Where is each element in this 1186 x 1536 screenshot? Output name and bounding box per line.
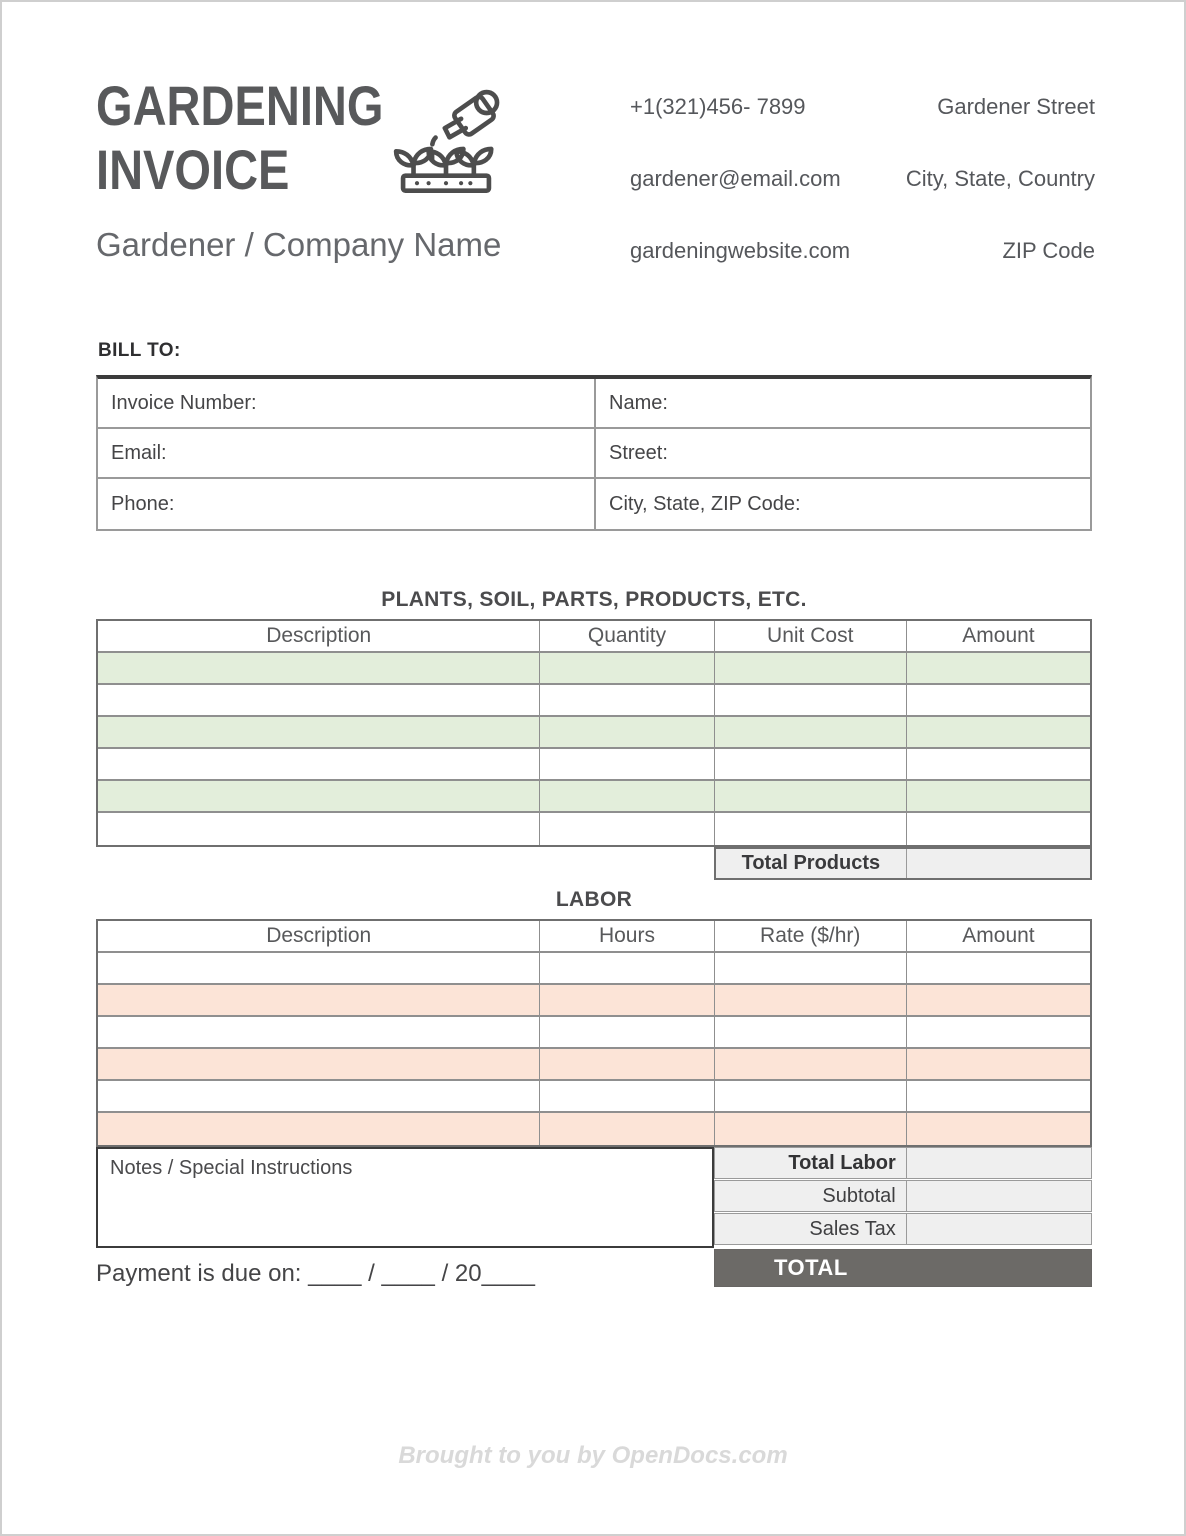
empty-cell[interactable]	[540, 1081, 714, 1113]
labor-table	[96, 919, 1092, 1147]
total-products-value[interactable]	[907, 849, 1090, 878]
email-address: gardener@email.com	[630, 166, 841, 191]
bill-to-table	[96, 375, 1092, 531]
empty-cell[interactable]	[715, 1017, 907, 1049]
city-state-zip-field[interactable]: City, State, ZIP Code:	[594, 479, 1090, 529]
empty-cell[interactable]	[98, 1017, 540, 1049]
sales-tax-value[interactable]	[907, 1214, 1091, 1244]
watering-can-plants-icon	[388, 84, 504, 200]
empty-cell[interactable]	[540, 953, 714, 985]
empty-cell[interactable]	[907, 1049, 1090, 1081]
empty-cell[interactable]	[715, 685, 907, 717]
total-products-row	[714, 847, 1092, 880]
empty-cell[interactable]	[540, 1113, 714, 1145]
empty-cell[interactable]	[907, 1017, 1090, 1049]
empty-cell[interactable]	[715, 1113, 907, 1145]
empty-cell[interactable]	[907, 685, 1090, 717]
email-field[interactable]: Email:	[98, 429, 594, 479]
invoice-number-field[interactable]: Invoice Number:	[98, 379, 594, 429]
summary-stack	[714, 1147, 1092, 1245]
empty-cell[interactable]	[907, 1081, 1090, 1113]
empty-cell[interactable]	[98, 985, 540, 1017]
subtotal-row	[714, 1180, 1092, 1212]
city-state-country-placeholder: City, State, Country	[905, 166, 1095, 191]
grand-total-row	[714, 1249, 1092, 1287]
labor-col-amount: Amount	[907, 921, 1090, 953]
zip-code-placeholder: ZIP Code	[1002, 238, 1095, 263]
empty-cell[interactable]	[907, 749, 1090, 781]
total-products-label: Total Products	[716, 849, 907, 878]
empty-cell[interactable]	[540, 1049, 714, 1081]
empty-cell[interactable]	[715, 749, 907, 781]
title-line-1: GARDENING	[96, 74, 384, 137]
total-labor-value[interactable]	[907, 1148, 1091, 1178]
empty-cell[interactable]	[907, 653, 1090, 685]
footer-credit: Brought to you by OpenDocs.com	[398, 1442, 788, 1469]
bill-to-heading: BILL TO:	[98, 340, 181, 361]
total-labor-label: Total Labor	[715, 1148, 907, 1178]
labor-col-rate: Rate ($/hr)	[715, 921, 907, 953]
company-name-placeholder: Gardener / Company Name	[96, 226, 502, 263]
empty-cell[interactable]	[98, 685, 540, 717]
sales-tax-row	[714, 1213, 1092, 1245]
empty-cell[interactable]	[715, 953, 907, 985]
empty-cell[interactable]	[907, 1113, 1090, 1145]
empty-cell[interactable]	[715, 653, 907, 685]
empty-cell[interactable]	[540, 781, 714, 813]
labor-col-hours: Hours	[540, 921, 714, 953]
products-col-quantity: Quantity	[540, 621, 714, 653]
products-col-unit-cost: Unit Cost	[715, 621, 907, 653]
products-section-title: PLANTS, SOIL, PARTS, PRODUCTS, ETC.	[381, 588, 807, 611]
empty-cell[interactable]	[98, 653, 540, 685]
total-labor-row	[714, 1147, 1092, 1179]
contact-info-left	[630, 94, 850, 263]
sales-tax-label: Sales Tax	[715, 1214, 907, 1244]
payment-due-text: Payment is due on: ____ / ____ / 20____	[96, 1260, 535, 1287]
phone-field[interactable]: Phone:	[111, 492, 175, 515]
empty-cell[interactable]	[98, 781, 540, 813]
empty-cell[interactable]	[98, 1049, 540, 1081]
empty-cell[interactable]	[98, 1081, 540, 1113]
products-col-description: Description	[98, 621, 540, 653]
title-line-2: INVOICE	[96, 138, 290, 201]
street-placeholder: Gardener Street	[937, 94, 1095, 119]
empty-cell[interactable]	[98, 953, 540, 985]
street-field[interactable]: Street:	[594, 429, 1090, 479]
empty-cell[interactable]	[715, 781, 907, 813]
empty-cell[interactable]	[715, 1049, 907, 1081]
website-url: gardeningwebsite.com	[630, 238, 851, 263]
empty-cell[interactable]	[540, 749, 714, 781]
labor-col-description: Description	[98, 921, 540, 953]
subtotal-label: Subtotal	[715, 1181, 907, 1211]
empty-cell[interactable]	[98, 749, 540, 781]
empty-cell[interactable]	[540, 653, 714, 685]
empty-cell[interactable]	[907, 985, 1090, 1017]
notes-label: Notes / Special Instructions	[110, 1157, 353, 1179]
products-table	[96, 619, 1092, 847]
empty-cell[interactable]	[715, 717, 907, 749]
empty-cell[interactable]	[715, 813, 907, 845]
empty-cell[interactable]	[540, 985, 714, 1017]
empty-cell[interactable]	[540, 685, 714, 717]
grand-total-label: TOTAL	[773, 1255, 848, 1280]
empty-cell[interactable]	[907, 953, 1090, 985]
empty-cell[interactable]	[907, 781, 1090, 813]
empty-cell[interactable]	[98, 717, 540, 749]
name-field[interactable]: Name:	[594, 379, 1090, 429]
empty-cell[interactable]	[540, 1017, 714, 1049]
products-col-amount: Amount	[907, 621, 1090, 653]
empty-cell[interactable]	[98, 1113, 540, 1145]
empty-cell[interactable]	[540, 717, 714, 749]
empty-cell[interactable]	[907, 813, 1090, 845]
empty-cell[interactable]	[907, 717, 1090, 749]
page-title	[96, 74, 383, 202]
empty-cell[interactable]	[715, 985, 907, 1017]
subtotal-value[interactable]	[907, 1181, 1091, 1211]
empty-cell[interactable]	[715, 1081, 907, 1113]
notes-box[interactable]	[96, 1147, 714, 1248]
labor-section-title: LABOR	[555, 888, 633, 911]
contact-info-right	[906, 94, 1095, 263]
phone-number: +1(321)456- 7899	[630, 94, 806, 119]
empty-cell[interactable]	[98, 813, 540, 845]
empty-cell[interactable]	[540, 813, 714, 845]
